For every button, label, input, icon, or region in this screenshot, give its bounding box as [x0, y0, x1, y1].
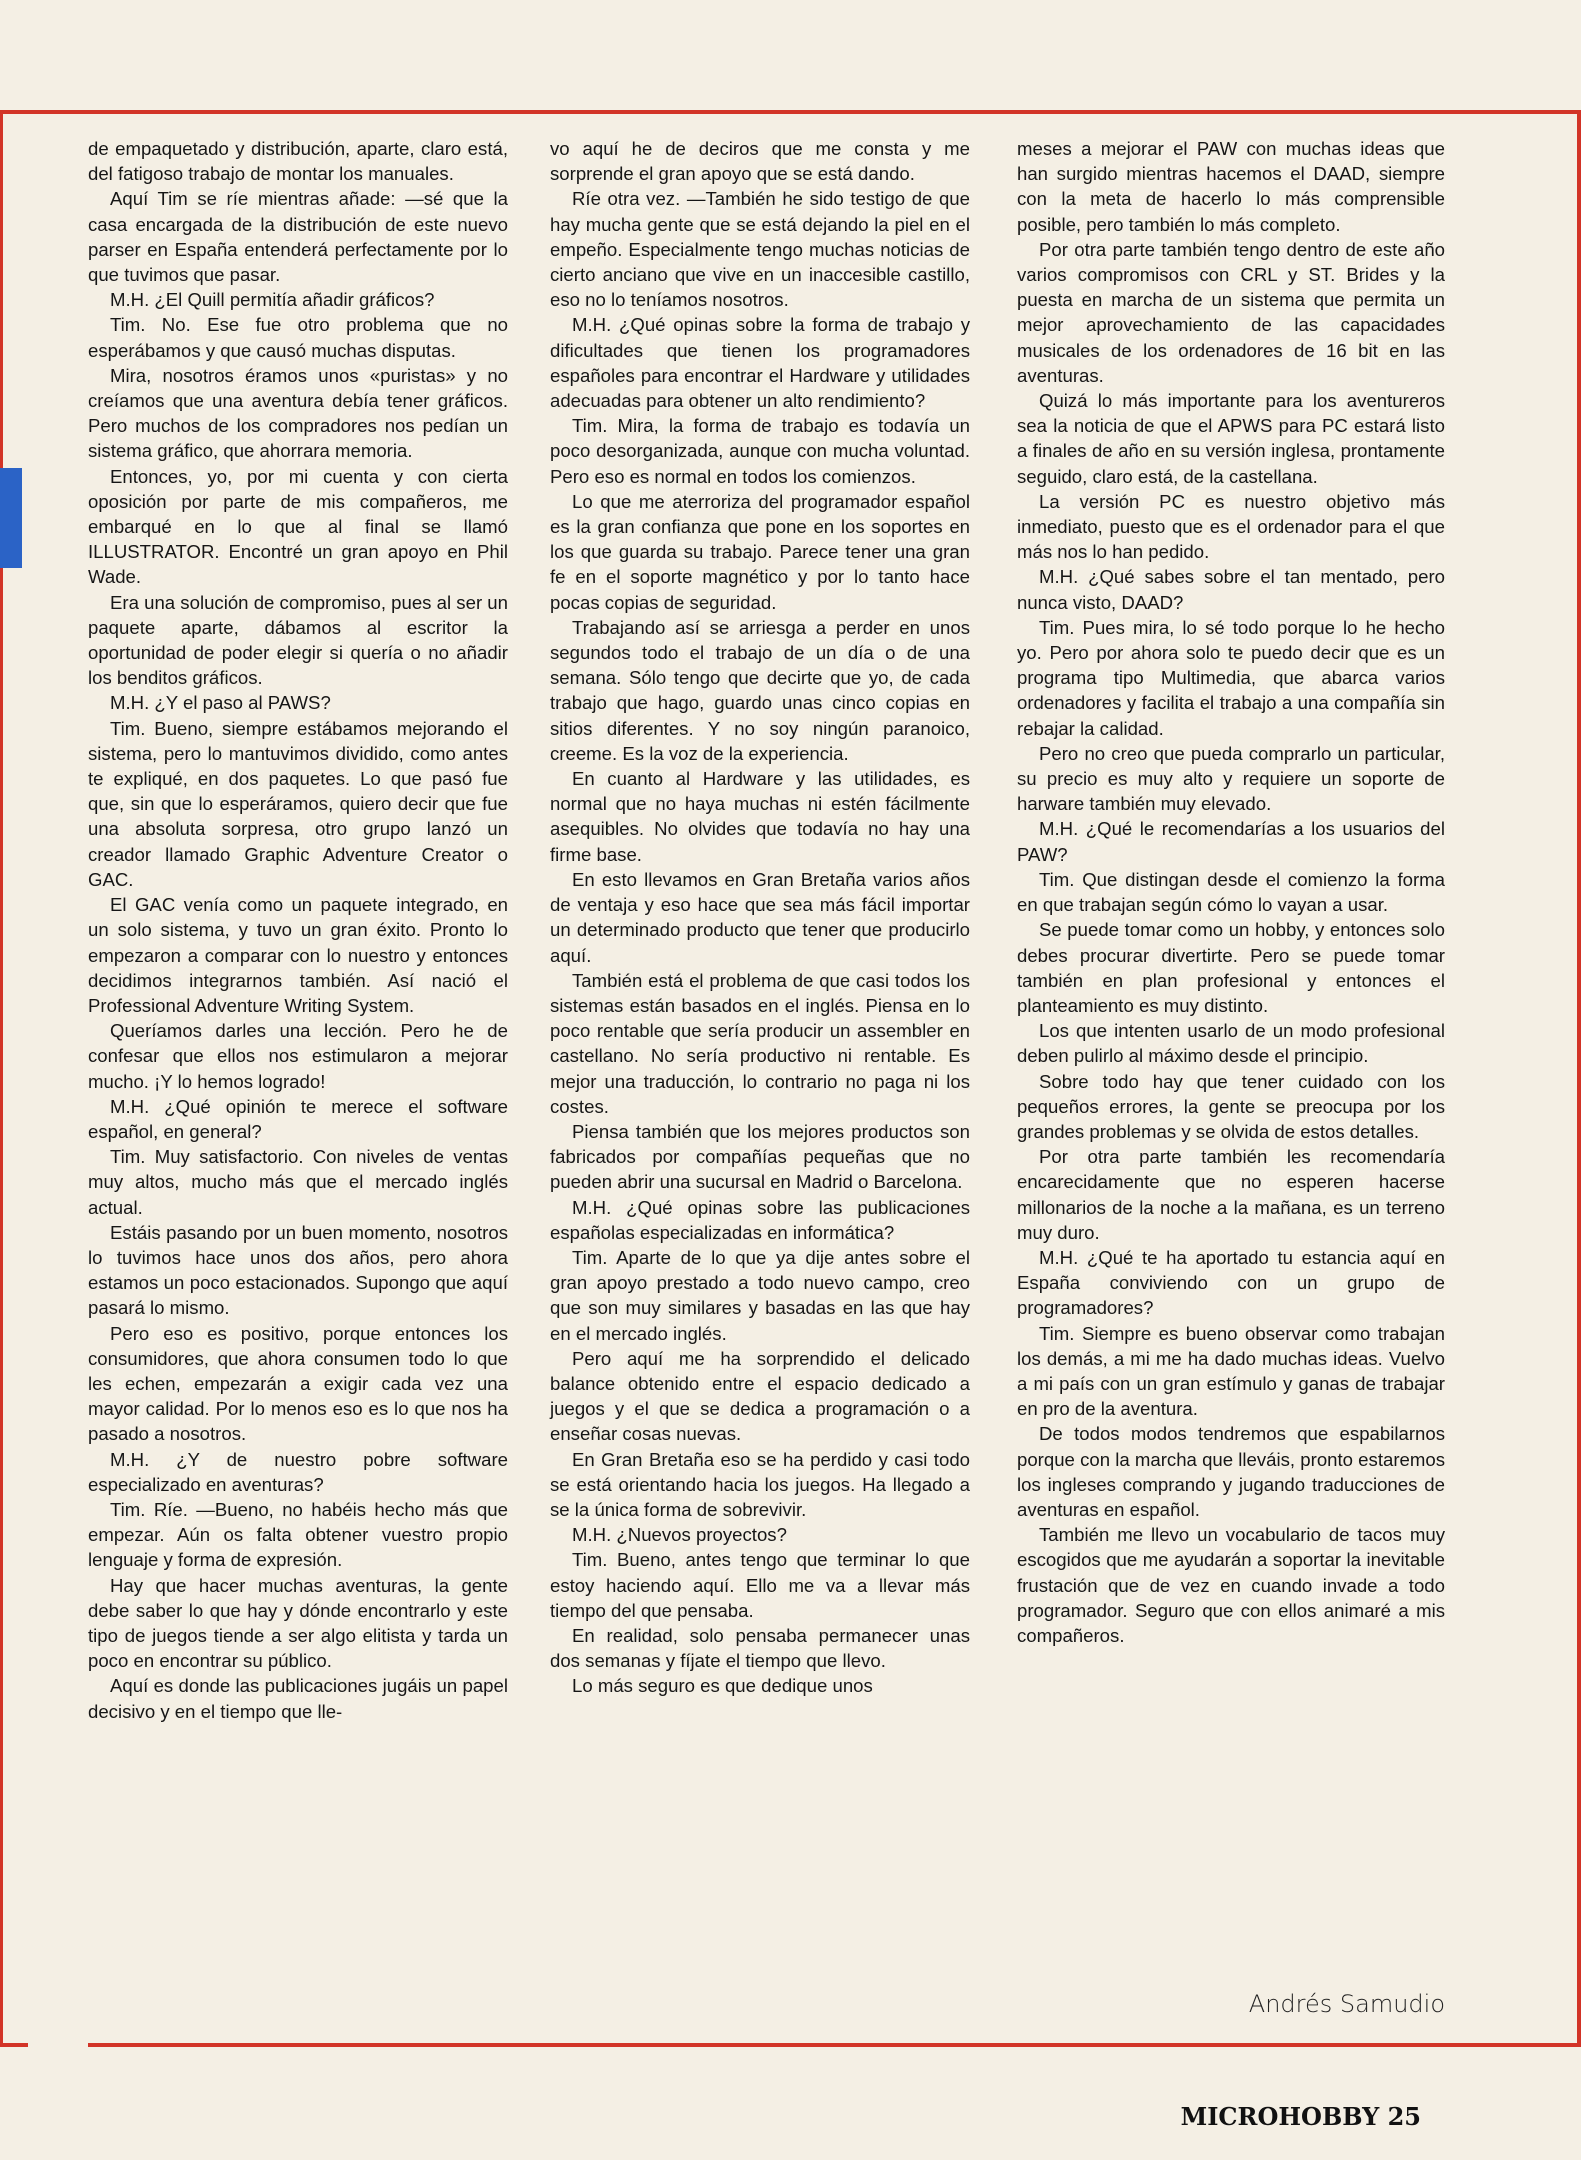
article-paragraph: Aquí Tim se ríe mientras añade: —sé que la casa encargada de la distribución de este nuevo parser en España entenderá perfectamente por lo que tuvimos que pasar. [88, 188, 508, 286]
left-color-mark [0, 468, 22, 568]
article-paragraph: Se puede tomar como un hobby, y entonces solo debes procurar divertirte. Pero se puede tomar también en plan profesional y entonces el planteamiento es muy distinto. [1017, 919, 1445, 1016]
article-paragraph: M.H. ¿Qué opinas sobre las publicaciones españolas especializadas en informática? [550, 1196, 970, 1243]
article-paragraph: De todos modos tendremos que espabilarnos porque con la marcha que lleváis, pronto estaremos los ingleses comprando y jugando traducciones de aventuras en español. [1017, 1423, 1445, 1520]
article-paragraph: Hay que hacer muchas aventuras, la gente debe saber lo que hay y dónde encontrarlo y este tipo de juegos tiende a ser algo elitista y tarda un poco en encontrar su público. [88, 1574, 508, 1672]
article-paragraph: Tim. Aparte de lo que ya dije antes sobre el gran apoyo prestado a todo nuevo campo, creo que son muy similares y basadas en las que hay en el mercado inglés. [550, 1246, 970, 1344]
article-paragraph: M.H. ¿El Quill permitía añadir gráficos? [110, 289, 435, 311]
article-paragraph: M.H. ¿Nuevos proyectos? [572, 1524, 787, 1546]
article-paragraph: Ríe otra vez. —También he sido testigo de que hay mucha gente que se está dejando la piel en el empeño. Especialmente tengo muchas noticias de cierto anciano que vive en un inaccesible castillo, eso no lo teníamos nosotros. [550, 188, 970, 311]
article-paragraph: Tim. Pues mira, lo sé todo porque lo he hecho yo. Pero por ahora solo te puedo decir que es un programa tipo Multimedia, que abarca varios ordenadores y facilita el trabajo a una compañía sin rebajar la calidad. [1017, 616, 1445, 739]
article-paragraph: M.H. ¿Y de nuestro pobre software especializado en aventuras? [88, 1448, 508, 1495]
article-paragraph: Por otra parte también tengo dentro de este año varios compromisos con CRL y ST. Brides y la puesta en marcha de un sistema que permita un mejor aprovechamiento de las capacidades musicales de los ordenadores de 16 bit en las aventuras. [1017, 238, 1445, 386]
article-paragraph: Lo más seguro es que dedique unos [572, 1675, 873, 1697]
article-paragraph: Tim. Ríe. —Bueno, no habéis hecho más que empezar. Aún os falta obtener vuestro propio lenguaje y forma de expresión. [88, 1498, 508, 1571]
article-column-1 [88, 136, 508, 1724]
article-paragraph: Tim. Bueno, siempre estábamos mejorando el sistema, pero lo mantuvimos dividido, como antes te expliqué, en dos paquetes. Lo que pasó fue que, sin que lo esperáramos, quiero decir que fue una absoluta sorpresa, otro grupo lanzó un creador llamado Graphic Adventure Creator o GAC. [88, 717, 508, 890]
article-paragraph: Lo que me aterroriza del programador español es la gran confianza que pone en los soportes en los que guarda su trabajo. Parece tener una gran fe en el soporte magnético y por lo tanto hace pocas copias de seguridad. [550, 490, 970, 613]
author-signature: Andrés Samudio [1248, 1990, 1445, 2018]
article-column-2 [550, 136, 970, 1699]
article-paragraph: Mira, nosotros éramos unos «puristas» y no creíamos que una aventura debía tener gráficos. Pero muchos de los compradores nos pedían un sistema gráfico, que ahorrara memoria. [88, 364, 508, 462]
article-paragraph: Pero eso es positivo, porque entonces los consumidores, que ahora consumen todo lo que les echen, empezarán a exigir cada vez una mayor calidad. Por lo menos eso es lo que nos ha pasado a nosotros. [88, 1322, 508, 1445]
article-paragraph: M.H. ¿Y el paso al PAWS? [110, 692, 331, 714]
article-paragraph: También me llevo un vocabulario de tacos muy escogidos que me ayudarán a soportar la inevitable frustación que de vez en cuando invade a todo programador. Seguro que con ellos animaré a mis compañeros. [1017, 1524, 1445, 1646]
article-paragraph: En realidad, solo pensaba permanecer unas dos semanas y fíjate el tiempo que llevo. [550, 1624, 970, 1672]
article-paragraph: Quizá lo más importante para los aventureros sea la noticia de que el APWS para PC estará listo a finales de año en su versión inglesa, prontamente seguido, claro está, de la castellana. [1017, 390, 1445, 487]
article-paragraph: Aquí es donde las publicaciones jugáis un papel decisivo y en el tiempo que lle- [88, 1675, 508, 1722]
article-paragraph: M.H. ¿Qué sabes sobre el tan mentado, pero nunca visto, DAAD? [1017, 566, 1445, 613]
article-paragraph: Por otra parte también les recomendaría encarecidamente que no esperen hacerse millonarios de la noche a la mañana, es un terreno muy duro. [1017, 1146, 1445, 1243]
article-paragraph: En esto llevamos en Gran Bretaña varios años de ventaja y eso hace que sea más fácil importar un determinado producto que tener que producirlo aquí. [550, 868, 970, 966]
article-paragraph: Sobre todo hay que tener cuidado con los pequeños errores, la gente se preocupa por los grandes problemas y se olvida de estos detalles. [1017, 1070, 1445, 1142]
left-bottom-red-rule [0, 2043, 28, 2047]
magazine-name: MICROHOBBY [1180, 2102, 1380, 2131]
article-column-3 [1017, 136, 1445, 1648]
page-number: 25 [1387, 2102, 1421, 2131]
article-paragraph: Entonces, yo, por mi cuenta y con cierta oposición por parte de mis compañeros, me embarqué en lo que al final se llamó ILLUSTRATOR. Encontré un gran apoyo en Phil Wade. [88, 465, 508, 588]
article-paragraph: Trabajando así se arriesga a perder en unos segundos todo el trabajo de un día o de una semana. Sólo tengo que decirte que yo, de cada trabajo que hago, guardo unas cinco copias en sitios diferentes. Y no soy ningún paranoico, creeme. Es la voz de la experiencia. [550, 616, 970, 764]
article-paragraph: Era una solución de compromiso, pues al ser un paquete aparte, dábamos al escritor la oportunidad de poder elegir si quería o no añadir los benditos gráficos. [88, 591, 508, 689]
article-paragraph: Piensa también que los mejores productos son fabricados por compañías pequeñas que no pueden abrir una sucursal en Madrid o Barcelona. [550, 1120, 970, 1193]
top-red-rule [0, 110, 1581, 114]
article-paragraph: Pero no creo que pueda comprarlo un particular, su precio es muy alto y requiere un soporte de harware también muy elevado. [1017, 742, 1445, 815]
right-frame-line [1577, 110, 1581, 2047]
article-paragraph: Tim. Bueno, antes tengo que terminar lo que estoy haciendo aquí. Ello me va a llevar más tiempo del que pensaba. [550, 1549, 970, 1621]
article-paragraph: Los que intenten usarlo de un modo profesional deben pulirlo al máximo desde el principio. [1017, 1020, 1445, 1067]
article-paragraph: Pero aquí me ha sorprendido el delicado balance obtenido entre el espacio dedicado a juegos y el que se dedica a programación o a enseñar cosas nuevas. [550, 1347, 970, 1445]
article-paragraph: M.H. ¿Qué le recomendarías a los usuarios del PAW? [1017, 818, 1445, 865]
article-paragraph: de empaquetado y distribución, aparte, claro está, del fatigoso trabajo de montar los manuales. [88, 138, 508, 185]
bottom-red-rule [88, 2043, 1581, 2047]
article-paragraph: Queríamos darles una lección. Pero he de confesar que ellos nos estimularon a mejorar mucho. ¡Y lo hemos logrado! [88, 1020, 508, 1092]
article-paragraph: La versión PC es nuestro objetivo más inmediato, puesto que es el ordenador para el que más nos lo han pedido. [1017, 490, 1445, 563]
article-paragraph: meses a mejorar el PAW con muchas ideas que han surgido mientras hacemos el DAAD, siempre con la meta de hacerlo lo más comprensible posible, pero también lo más completo. [1017, 138, 1445, 235]
article-paragraph: M.H. ¿Qué opinas sobre la forma de trabajo y dificultades que tienen los programadores españoles para encontrar el Hardware y utilidades adecuadas para obtener un alto rendimiento? [550, 314, 970, 412]
page-footer [1181, 2102, 1421, 2131]
article-paragraph: Tim. Siempre es bueno observar como trabajan los demás, a mi me ha dado muchas ideas. Vuelvo a mi país con un gran estímulo y ganas de trabajar en pro de la aventura. [1017, 1322, 1445, 1420]
article-paragraph: Estáis pasando por un buen momento, nosotros lo tuvimos hace unos dos años, pero ahora estamos un poco estacionados. Supongo que aquí pasará lo mismo. [88, 1221, 508, 1319]
article-paragraph: M.H. ¿Qué opinión te merece el software español, en general? [88, 1095, 508, 1142]
article-paragraph: Tim. Muy satisfactorio. Con niveles de ventas muy altos, mucho más que el mercado inglés actual. [88, 1146, 508, 1218]
article-paragraph: El GAC venía como un paquete integrado, en un solo sistema, y tuvo un gran éxito. Pronto lo empezaron a comparar con lo nuestro y entonces decidimos integrarnos también. Así nació el Professional Adventure Writing System. [88, 894, 508, 1016]
article-paragraph: M.H. ¿Qué te ha aportado tu estancia aquí en España conviviendo con un grupo de programadores? [1017, 1246, 1445, 1319]
article-paragraph: vo aquí he de deciros que me consta y me sorprende el gran apoyo que se está dando. [550, 138, 970, 185]
article-paragraph: Tim. Que distingan desde el comienzo la forma en que trabajan según cómo lo vayan a usar. [1017, 868, 1445, 916]
article-paragraph: En Gran Bretaña eso se ha perdido y casi todo se está orientando hacia los juegos. Ha llegado a se la única forma de sobrevivir. [550, 1448, 970, 1520]
article-paragraph: Tim. No. Ese fue otro problema que no esperábamos y que causó muchas disputas. [88, 314, 508, 361]
article-paragraph: En cuanto al Hardware y las utilidades, es normal que no haya muchas ni estén fácilmente asequibles. No olvides que todavía no hay una firme base. [550, 768, 970, 865]
left-frame-line [0, 114, 31, 2046]
article-paragraph: También está el problema de que casi todos los sistemas están basados en el inglés. Piensa en lo poco rentable que sería producir un assembler en castellano. No sería productivo ni rentable. Es mejor una traducción, lo contrario no paga ni los costes. [550, 969, 970, 1117]
article-paragraph: Tim. Mira, la forma de trabajo es todavía un poco desorganizada, aunque con mucha voluntad. Pero eso es normal en todos los comienzos. [550, 415, 970, 487]
